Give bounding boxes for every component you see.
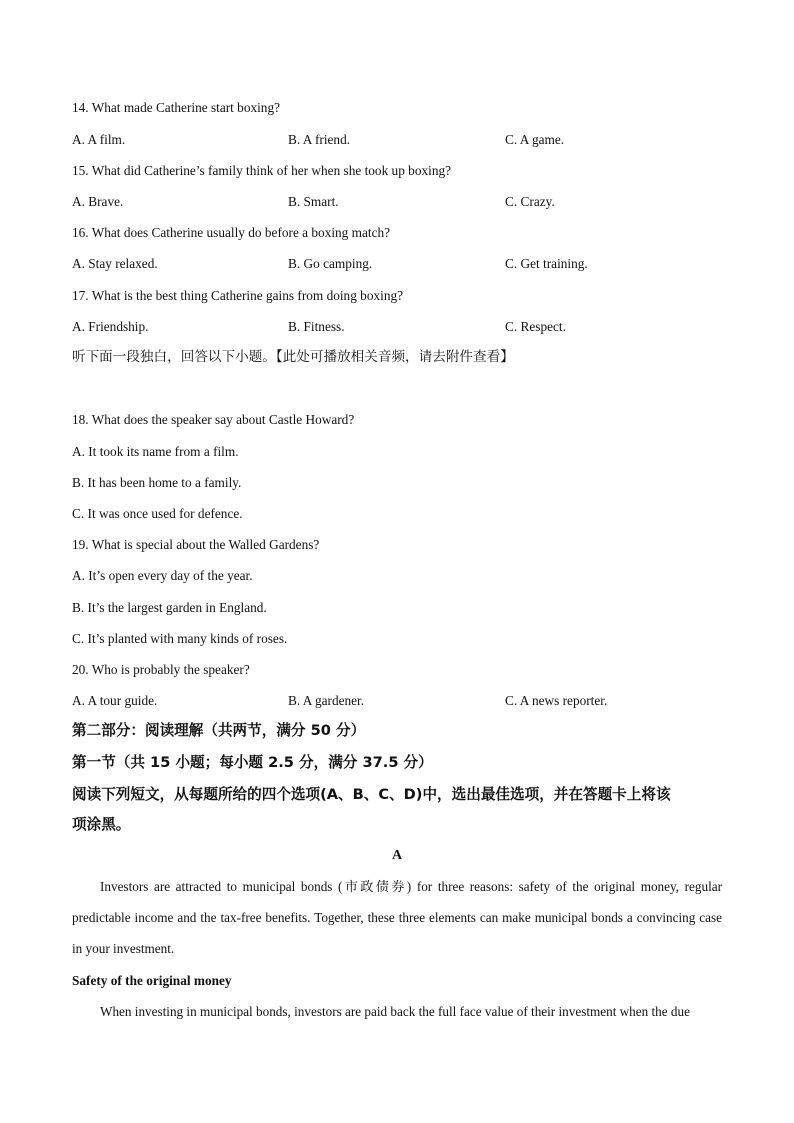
question-18-option-a: A. It took its name from a film. bbox=[72, 444, 239, 459]
question-18-option-b: B. It has been home to a family. bbox=[72, 475, 242, 490]
section-one-title: 第一节（共 15 小题；每小题 2.5 分，满分 37.5 分） bbox=[72, 754, 433, 771]
question-15-option-b: B. Smart. bbox=[288, 194, 339, 209]
question-17-option-b: B. Fitness. bbox=[288, 319, 345, 334]
question-17-stem: 17. What is the best thing Catherine gains from doing boxing? bbox=[72, 288, 404, 303]
passage-subheading: Safety of the original money bbox=[72, 973, 232, 988]
question-16-option-c: C. Get training. bbox=[505, 256, 588, 271]
question-16-option-b: B. Go camping. bbox=[288, 256, 373, 271]
question-19-option-c: C. It’s planted with many kinds of roses. bbox=[72, 631, 288, 646]
question-18-stem: 18. What does the speaker say about Castle Howard? bbox=[72, 412, 355, 427]
question-20-option-c: C. A news reporter. bbox=[505, 693, 608, 708]
question-19-option-b: B. It’s the largest garden in England. bbox=[72, 600, 267, 615]
question-20-option-b: B. A gardener. bbox=[288, 693, 365, 708]
question-14-option-c: C. A game. bbox=[505, 132, 565, 147]
passage-paragraph-1: Investors are attracted to municipal bonds (市政债券) for three reasons: safety of the original money, regular predictable income and the tax-free benefits. Together, these three elements can make municipal bonds a convincing case in your investment. bbox=[72, 879, 722, 957]
question-17-option-c: C. Respect. bbox=[505, 319, 566, 334]
question-15-stem: 15. What did Catherine’s family think of her when she took up boxing? bbox=[72, 163, 452, 178]
question-19-option-a: A. It’s open every day of the year. bbox=[72, 568, 253, 583]
part-two-title: 第二部分：阅读理解（共两节，满分 50 分） bbox=[72, 722, 366, 739]
question-14-stem: 14. What made Catherine start boxing? bbox=[72, 100, 281, 115]
question-18-option-c: C. It was once used for defence. bbox=[72, 506, 243, 521]
reading-instruction-line-2: 项涂黑。 bbox=[72, 816, 131, 833]
question-14-option-b: B. A friend. bbox=[288, 132, 351, 147]
question-15-option-c: C. Crazy. bbox=[505, 194, 555, 209]
passage-label: A bbox=[391, 848, 403, 863]
question-17-option-a: A. Friendship. bbox=[72, 319, 149, 334]
question-14-option-a: A. A film. bbox=[72, 132, 126, 147]
question-15-option-a: A. Brave. bbox=[72, 194, 124, 209]
question-16-stem: 16. What does Catherine usually do before a boxing match? bbox=[72, 225, 391, 240]
passage-paragraph-2: When investing in municipal bonds, investors are paid back the full face value of their investment when the due bbox=[100, 1004, 690, 1019]
question-16-option-a: A. Stay relaxed. bbox=[72, 256, 158, 271]
monologue-instruction: 听下面一段独白，回答以下小题。【此处可播放相关音频，请去附件查看】 bbox=[72, 349, 514, 365]
question-19-stem: 19. What is special about the Walled Gardens? bbox=[72, 537, 320, 552]
question-20-stem: 20. Who is probably the speaker? bbox=[72, 662, 250, 677]
reading-instruction-line-1: 阅读下列短文，从每题所给的四个选项(A、B、C、D)中，选出最佳选项，并在答题卡上将该 bbox=[72, 786, 671, 803]
question-20-option-a: A. A tour guide. bbox=[72, 693, 158, 708]
